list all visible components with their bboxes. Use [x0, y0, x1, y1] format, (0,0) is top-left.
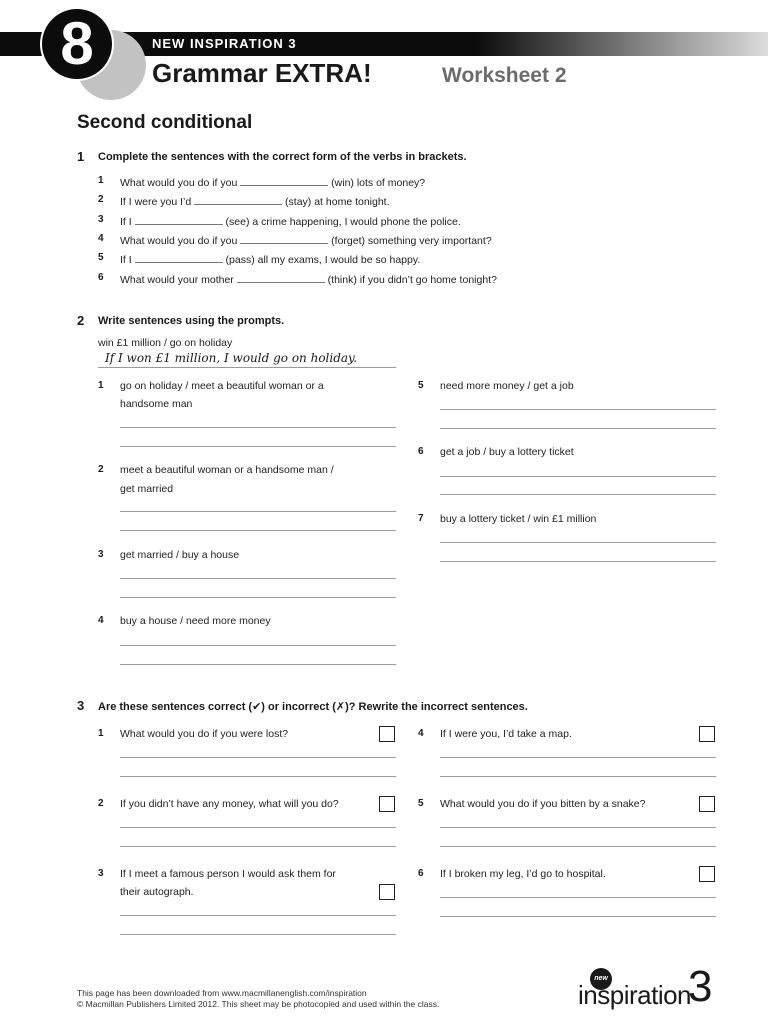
gap-input[interactable]	[237, 272, 325, 283]
footer-copyright: © Macmillan Publishers Limited 2012. This sheet may be photocopied and used within the class.	[77, 999, 440, 1009]
example-prompt: win £1 million / go on holiday	[98, 337, 233, 349]
worksheet-label: Worksheet 2	[442, 64, 567, 87]
answer-line[interactable]	[440, 428, 716, 429]
answer-line[interactable]	[440, 494, 716, 495]
exercise-2-instruction: Write sentences using the prompts.	[98, 315, 285, 327]
footer-source: This page has been downloaded from www.macmillanenglish.com/inspiration	[77, 988, 367, 998]
sentence: If I were you, I’d take a map.	[440, 728, 572, 740]
sentence	[120, 233, 492, 247]
exercise-1-instruction: Complete the sentences with the correct form of the verbs in brackets.	[98, 151, 467, 163]
item-number: 5	[418, 798, 424, 809]
sentence: What would you do if you were lost?	[120, 728, 289, 740]
sentence-end: (think) if you didn’t go home tonight?	[327, 274, 497, 286]
item-number: 6	[418, 446, 424, 457]
sentence	[120, 175, 425, 189]
sentence: What would you do if you bitten by a snake?	[440, 798, 646, 810]
answer-line[interactable]	[120, 757, 396, 758]
item-number: 4	[98, 233, 104, 244]
prompt-line-2: get married	[120, 483, 174, 495]
sentence-start: What would you do if you	[120, 235, 238, 247]
sentence: If you didn’t have any money, what will you do?	[120, 798, 339, 810]
item-number: 4	[98, 615, 104, 626]
exercise-2-number: 2	[77, 313, 85, 328]
item-number: 1	[98, 175, 104, 186]
sentence-start: What would your mother	[120, 274, 234, 286]
item-number: 6	[98, 272, 104, 283]
sentence	[120, 252, 420, 266]
sentence-line-2: their autograph.	[120, 886, 194, 898]
prompt-line-1: need more money / get a job	[440, 380, 574, 392]
sentence-start: If I	[120, 216, 132, 228]
item-number: 2	[98, 464, 104, 475]
gap-input[interactable]	[135, 214, 223, 225]
item-number: 5	[98, 252, 104, 263]
answer-line[interactable]	[120, 446, 396, 447]
prompt-line-1: buy a house / need more money	[120, 615, 271, 627]
checkbox[interactable]	[699, 796, 715, 812]
checkbox[interactable]	[699, 726, 715, 742]
prompt-line-1: get married / buy a house	[120, 549, 240, 561]
answer-line[interactable]	[120, 934, 396, 935]
answer-line[interactable]	[440, 561, 716, 562]
brand-new-badge: new	[590, 968, 612, 990]
checkbox[interactable]	[379, 796, 395, 812]
answer-line[interactable]	[120, 846, 396, 847]
item-number: 7	[418, 513, 424, 524]
unit-number-badge: 8	[42, 9, 112, 79]
answer-line[interactable]	[440, 776, 716, 777]
sentence-end: (see) a crime happening, I would phone the police.	[225, 216, 461, 228]
answer-line[interactable]	[120, 776, 396, 777]
answer-line[interactable]	[120, 597, 396, 598]
sentence	[120, 214, 461, 228]
gap-input[interactable]	[240, 175, 328, 186]
answer-line[interactable]	[120, 827, 396, 828]
checkbox[interactable]	[379, 884, 395, 900]
answer-line[interactable]	[440, 476, 716, 477]
sentence-end: (forget) something very important?	[331, 235, 492, 247]
brand-logo-level: 3	[688, 962, 713, 1011]
prompt-line-1: buy a lottery ticket / win £1 million	[440, 513, 597, 525]
answer-line[interactable]	[440, 542, 716, 543]
exercise-1-number: 1	[77, 149, 85, 164]
gap-input[interactable]	[194, 194, 282, 205]
prompt-line-1: get a job / buy a lottery ticket	[440, 446, 574, 458]
sentence-end: (pass) all my exams, I would be so happy.	[225, 254, 421, 266]
item-number: 5	[418, 380, 424, 391]
item-number: 3	[98, 549, 104, 560]
sentence	[120, 194, 390, 208]
example-answer-line	[98, 367, 396, 368]
checkbox[interactable]	[379, 726, 395, 742]
item-number: 2	[98, 798, 104, 809]
gap-input[interactable]	[135, 252, 223, 263]
gap-input[interactable]	[240, 233, 328, 244]
answer-line[interactable]	[440, 827, 716, 828]
item-number: 1	[98, 380, 104, 391]
item-number: 1	[98, 728, 104, 739]
sentence-start: If I were you I’d	[120, 196, 192, 208]
sentence-start: If I	[120, 254, 132, 266]
answer-line[interactable]	[120, 664, 396, 665]
item-number: 3	[98, 214, 104, 225]
item-number: 6	[418, 868, 424, 879]
series-name: NEW INSPIRATION 3	[152, 36, 297, 51]
sentence-line-1: If I meet a famous person I would ask them for	[120, 868, 336, 880]
answer-line[interactable]	[440, 846, 716, 847]
example-answer: If I won £1 million, I would go on holiday.	[105, 351, 358, 365]
checkbox[interactable]	[699, 866, 715, 882]
page-title: Grammar EXTRA!	[152, 58, 372, 88]
prompt-line-1: meet a beautiful woman or a handsome man /	[120, 464, 334, 476]
sentence: If I broken my leg, I’d go to hospital.	[440, 868, 606, 880]
answer-line[interactable]	[120, 427, 396, 428]
item-number: 4	[418, 728, 424, 739]
item-number: 2	[98, 194, 104, 205]
prompt-line-2: handsome man	[120, 398, 193, 410]
sentence	[120, 272, 497, 286]
section-heading: Second conditional	[77, 112, 253, 133]
answer-line[interactable]	[440, 916, 716, 917]
prompt-line-1: go on holiday / meet a beautiful woman or a	[120, 380, 324, 392]
brand-logo-word: inspiration	[578, 980, 692, 1010]
exercise-3-instruction: Are these sentences correct (✔) or incorrect (✗)? Rewrite the incorrect sentences.	[98, 701, 528, 713]
sentence-end: (win) lots of money?	[331, 177, 426, 189]
item-number: 3	[98, 868, 104, 879]
answer-line[interactable]	[440, 409, 716, 410]
exercise-3-number: 3	[77, 698, 85, 713]
answer-line[interactable]	[440, 897, 716, 898]
answer-line[interactable]	[120, 578, 396, 579]
sentence-start: What would you do if you	[120, 177, 238, 189]
sentence-end: (stay) at home tonight.	[285, 196, 390, 208]
answer-line[interactable]	[120, 530, 396, 531]
answer-line[interactable]	[440, 757, 716, 758]
answer-line[interactable]	[120, 511, 396, 512]
answer-line[interactable]	[120, 915, 396, 916]
answer-line[interactable]	[120, 645, 396, 646]
